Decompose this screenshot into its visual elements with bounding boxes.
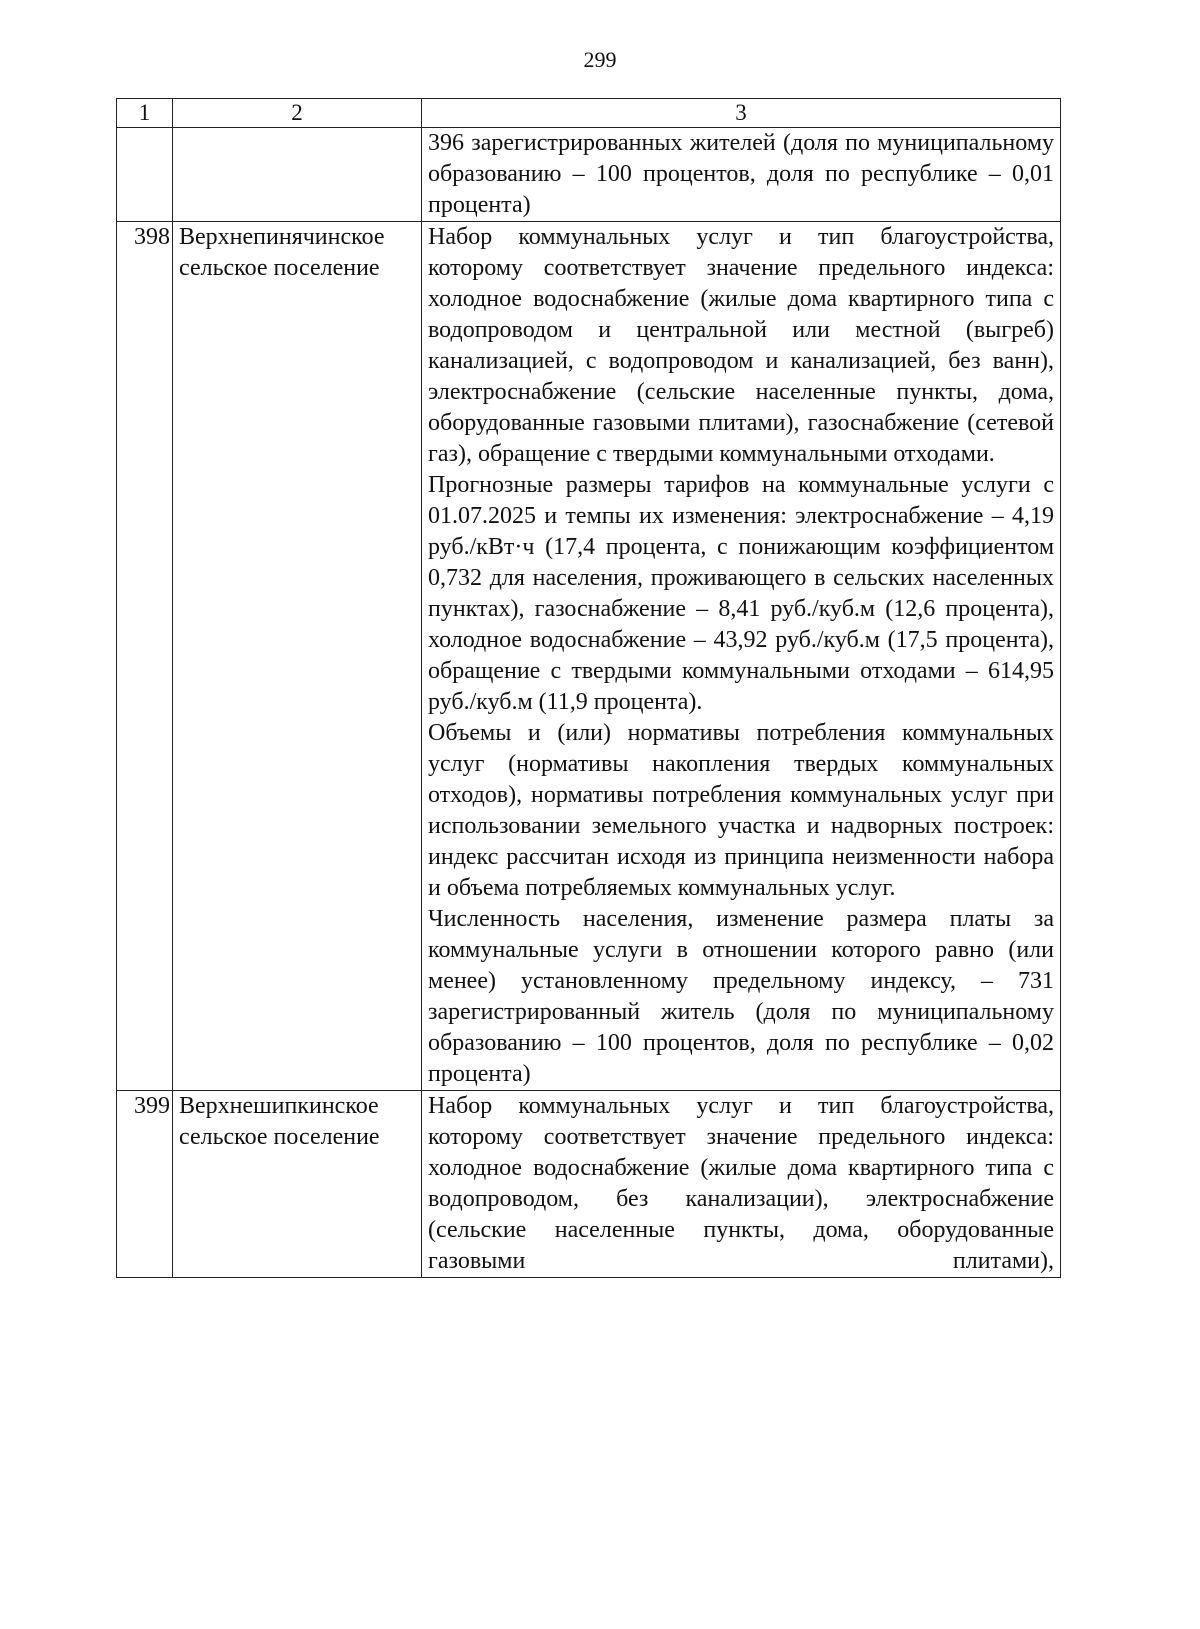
description-paragraph: Набор коммунальных услуг и тип благоустройства, которому соответствует значение предельного индекса: холодное водоснабжение (жилые дома квартирного типа с водопроводом и центральной или местной (выгреб) канализацией, с водопроводом и канализацией, без ванн), электроснабжение (сельские населенные пункты, дома, оборудованные газовыми плитами), газоснабжение (сетевой газ), обращение с твердыми коммунальными отходами. — [428, 224, 1054, 467]
description-paragraph: 396 зарегистрированных жителей (доля по муниципальному образованию – 100 процентов, доля по республике – 0,01 процента) — [428, 130, 1054, 218]
row-number: 399 — [117, 1091, 173, 1278]
settlement-name — [173, 128, 422, 222]
description-paragraph: Прогнозные размеры тарифов на коммунальные услуги с 01.07.2025 и темпы их изменения: электроснабжение – 4,19 руб./кВт·ч (17,4 процента, с понижающим коэффициентом 0,732 для населения, проживающего в сельских населенных пунктах), газоснабжение – 8,41 руб./куб.м (12,6 процента), холодное водоснабжение – 43,92 руб./куб.м (17,5 процента), обращение с твердыми коммунальными отходами – 614,95 руб./куб.м (11,9 процента). — [428, 472, 1054, 715]
tariff-table — [116, 98, 1061, 1278]
settlement-name: Верхнепинячинское сельское поселение — [173, 222, 422, 1091]
page-number: 299 — [583, 47, 617, 72]
row-description — [422, 222, 1061, 1091]
table-header-row — [117, 99, 1061, 128]
table-row — [117, 1091, 1061, 1278]
settlement-name: Верхнешипкинское сельское поселение — [173, 1091, 422, 1278]
header-col-1: 1 — [117, 99, 173, 128]
description-paragraph: Объемы и (или) нормативы потребления коммунальных услуг (нормативы накопления твердых коммунальных отходов), нормативы потребления коммунальных услуг при использовании земельного участка и надворных построек: индекс рассчитан исходя из принципа неизменности набора и объема потребляемых коммунальных услуг. — [428, 720, 1054, 901]
row-description — [422, 1091, 1061, 1278]
row-number: 398 — [117, 222, 173, 1091]
description-paragraph: Численность населения, изменение размера платы за коммунальные услуги в отношении которого равно (или менее) установленному предельному индексу, – 731 зарегистрированный житель (доля по муниципальному образованию – 100 процентов, доля по республике – 0,02 процента) — [428, 906, 1054, 1087]
header-col-3: 3 — [422, 99, 1061, 128]
description-paragraph: Набор коммунальных услуг и тип благоустройства, которому соответствует значение предельного индекса: холодное водоснабжение (жилые дома квартирного типа с водопроводом, без канализации), электроснабжение (сельские населенные пункты, дома, оборудованные газовыми плитами), — [428, 1093, 1054, 1274]
row-number — [117, 128, 173, 222]
header-col-2: 2 — [173, 99, 422, 128]
row-description — [422, 128, 1061, 222]
table-row — [117, 222, 1061, 1091]
table-row — [117, 128, 1061, 222]
